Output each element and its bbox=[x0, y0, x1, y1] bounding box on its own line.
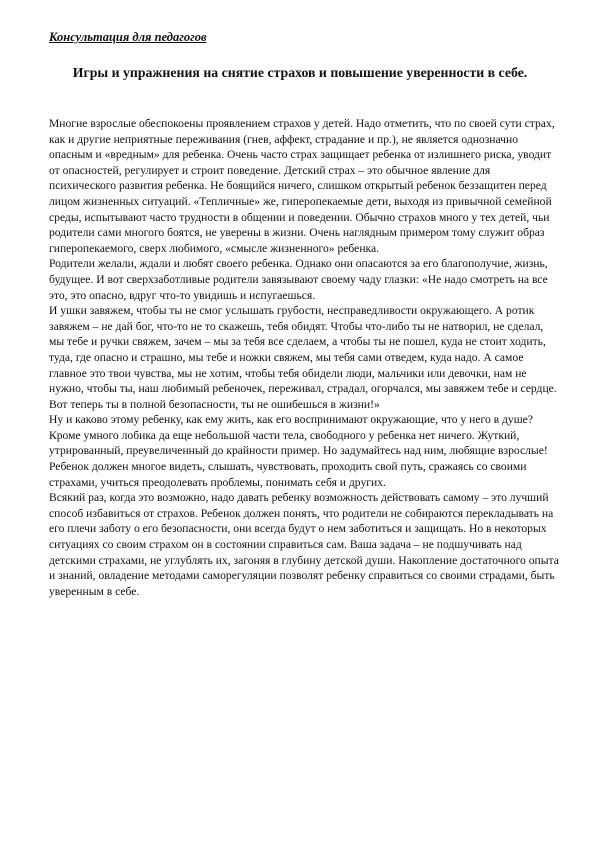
paragraph: Всякий раз, когда это возможно, надо давать ребенку возможность действовать самому – это лучший способ избавиться от страхов. Ребенок должен понять, что родители не собираются перекладывать на его плечи заботу о его безопасности, они всегда будут о нем заботиться и защищать. Но в некоторых ситуациях со своим страхом он в состоянии справиться сам. Ваша задача – не подшучивать над детскими страхами, не углублять их, загоняя в глубину детской души. Накопление достаточного опыта и знаний, овладение методами саморегуляции позволят ребенку справиться со своими страдами, быть уверенным в себе. bbox=[49, 491, 559, 598]
paragraph: И ушки завяжем, чтобы ты не смог услышать грубости, несправедливости окружающего. А ротик завяжем – не дай бог, что-то не то скажешь, тебя обидят. Чтобы что-либо ты не натворил, не сделал, мы тебе и ручки свяжем, зачем – мы за тебя все сделаем, а чтобы ты не пошел, куда не стоит ходить, туда, где опасно и страшно, мы тебе и ножки свяжем, мы тебя сами отведем, куда надо. А самое главное это твои чувства, мы не хотим, чтобы тебя обидели люди, мальчики или девочки, нам не нужно, чтобы ты, наш любимый ребеночек, переживал, страдал, огорчался, мы завяжем тебе и сердце. Вот теперь ты в полной безопасности, ты не ошибешься в жизни!» bbox=[49, 304, 557, 411]
paragraph: Родители желали, ждали и любят своего ребенка. Однако они опасаются за его благополучие, жизнь, будущее. И вот сверхзаботливые родители завязывают своему чаду глазки: «Не надо смотреть на все это, это опасно, вдруг что-то увидишь и испугаешься. bbox=[49, 257, 548, 302]
document-body bbox=[49, 116, 559, 599]
document-title: Игры и упражнения на снятие страхов и повышение уверенности в себе. bbox=[72, 65, 528, 80]
section-header: Консультация для педагогов bbox=[49, 30, 207, 44]
paragraph: Кроме умного лобика да еще небольшой части тела, свободного у ребенка нет ничего. Жуткий, утрированный, преувеличенный до крайности пример. Но задумайтесь над ним, любящие взрослые! Ребенок должен многое видеть, слышать, чувствовать, проходить свой путь, сражаясь со своими страхами, учиться преодолевать проблемы, понимать себя и других. bbox=[49, 428, 548, 489]
paragraph: Ну и каково этому ребенку, как ему жить, как его воспринимают окружающие, что у него в душе? bbox=[49, 413, 533, 427]
paragraph: Многие взрослые обеспокоены проявлением страхов у детей. Надо отметить, что по своей сути страх, как и другие неприятные переживания (гнев, аффект, страдание и пр.), не является однозначно опасным и «вредным» для ребенка. Очень часто страх защищает ребенка от излишнего риска, уводит от опасностей, регулирует и строит поведение. Детский страх – это обычное явление для психического развития ребенка. Не боящийся ничего, слишком открытый ребенок беззащитен перед лицом жизненных ситуаций. «Тепличные» же, гиперопекаемые дети, выходя из привычной семейной среды, испытывают часто трудности в общении и поведении. Обычно страхов много у тех детей, чьи родители сами многого боятся, не уверены в жизни. Очень наглядным примером тому служит образ гиперопекаемого, сверх любимого, «смысле жизненного» ребенка. bbox=[49, 117, 555, 255]
